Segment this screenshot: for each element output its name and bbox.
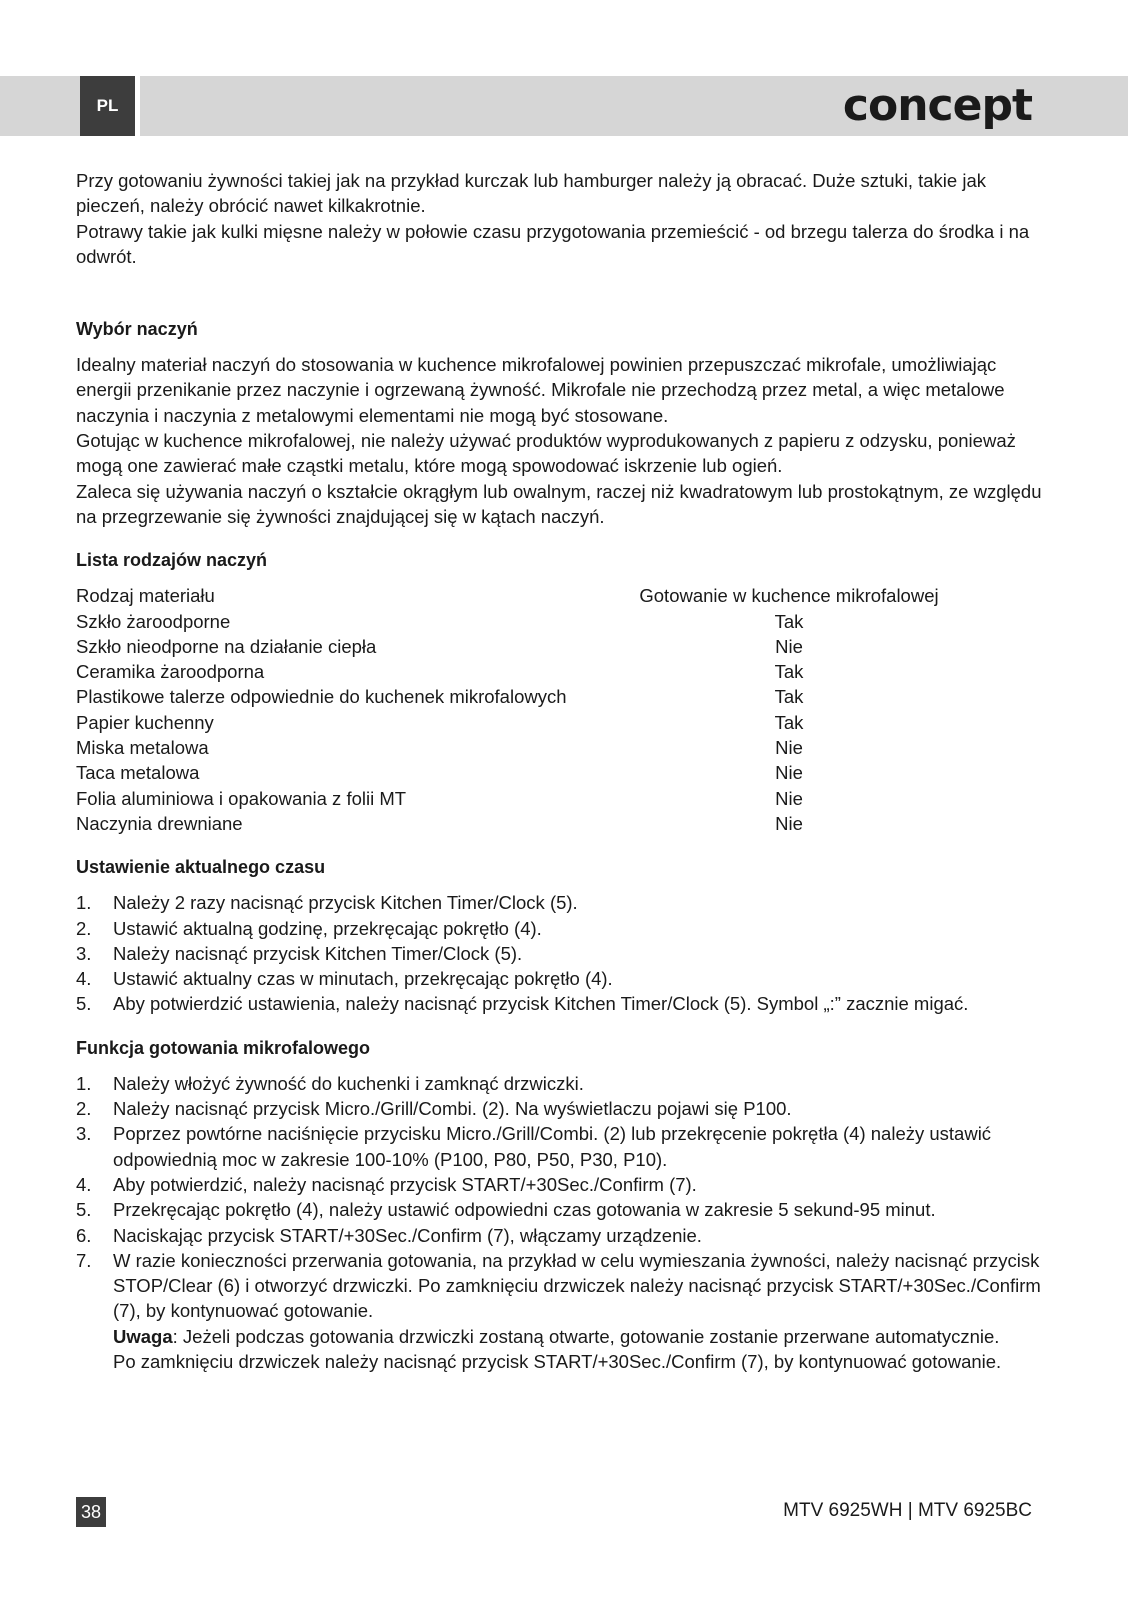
list-item xyxy=(76,916,1046,941)
page-number: 38 xyxy=(76,1497,106,1527)
section-title: Funkcja gotowania mikrofalowego xyxy=(76,1037,371,1058)
list-number: 4. xyxy=(76,968,92,990)
suitability-cell: Tak xyxy=(774,610,804,632)
table-row xyxy=(76,634,956,659)
list-item xyxy=(76,1197,1046,1222)
list-number: 5. xyxy=(76,1199,92,1221)
section-title: Lista rodzajów naczyń xyxy=(76,550,268,571)
list-item xyxy=(76,1096,1046,1121)
suitability-cell: Nie xyxy=(775,812,803,834)
clock-steps-list xyxy=(76,890,1046,1016)
material-cell: Taca metalowa xyxy=(76,762,200,784)
list-text: Należy 2 razy nacisnąć przycisk Kitchen Timer/Clock (5). xyxy=(113,892,578,914)
list-text: Należy nacisnąć przycisk Micro./Grill/Combi. (2). Na wyświetlaczu pojawi się P100. xyxy=(113,1098,792,1120)
suitability-cell: Tak xyxy=(774,686,804,708)
intro-paragraph: Potrawy takie jak kulki mięsne należy w połowie czasu przygotowania przemieścić - od brzegu talerza do środka i na odwrót. xyxy=(76,220,1030,267)
suitability-cell: Nie xyxy=(775,787,803,809)
material-cell: Naczynia drewniane xyxy=(76,812,243,834)
table-row xyxy=(76,811,956,836)
note-text: : Jeżeli podczas gotowania drzwiczki zostaną otwarte, gotowanie zostanie przerwane automatycznie. xyxy=(172,1325,1000,1347)
body-paragraph: Gotując w kuchence mikrofalowej, nie należy używać produktów wyprodukowanych z papieru z odzysku, ponieważ mogą one zawierać małe cząstki metalu, które mogą spowodować iskrzenie lub ogień. xyxy=(76,430,1016,477)
table-header-row xyxy=(76,583,956,608)
list-number: 3. xyxy=(76,1123,92,1145)
page-content xyxy=(76,168,1046,1374)
body-paragraph: Zaleca się używania naczyń o kształcie okrągłym lub owalnym, raczej niż kwadratowym lub prostokątnym, ze względu na przegrzewanie się żywności znajdującej się w kątach naczyń. xyxy=(76,480,1042,527)
suitability-cell: Tak xyxy=(774,711,804,733)
list-number: 4. xyxy=(76,1173,92,1195)
table-row xyxy=(76,760,956,785)
table-row xyxy=(76,786,956,811)
list-number: 1. xyxy=(76,1072,92,1094)
section-title: Ustawienie aktualnego czasu xyxy=(76,857,326,878)
list-text: W razie konieczności przerwania gotowania, na przykład w celu wymieszania żywności, należy nacisnąć przycisk STOP/Clear (6) i otworzyć drzwiczki. Po zamknięciu drzwiczek należy nacisnąć przycisk START/+30Sec./Confirm (7), by kontynuować gotowanie. xyxy=(113,1249,1041,1322)
list-text: Ustawić aktualną godzinę, przekręcając pokrętło (4). xyxy=(113,917,542,939)
suitability-cell: Tak xyxy=(774,661,804,683)
intro-paragraph: Przy gotowaniu żywności takiej jak na przykład kurczak lub hamburger należy ją obracać. Duże sztuki, takie jak pieczeń, należy obrócić nawet kilkakrotnie. xyxy=(76,170,986,217)
list-text: Poprzez powtórne naciśnięcie przycisku Micro./Grill/Combi. (2) lub przekręcenie pokrętła (4) należy ustawić odpowiednią moc w zakresie 100-10% (P100, P80, P50, P30, P10). xyxy=(113,1123,992,1170)
materials-table xyxy=(76,583,956,836)
list-number: 3. xyxy=(76,942,92,964)
brand-logo: concept xyxy=(842,80,1032,131)
list-text: Należy włożyć żywność do kuchenki i zamknąć drzwiczki. xyxy=(113,1072,584,1094)
material-cell: Szkło żaroodporne xyxy=(76,610,231,632)
list-text: Aby potwierdzić, należy nacisnąć przycisk START/+30Sec./Confirm (7). xyxy=(113,1173,697,1195)
table-row xyxy=(76,710,956,735)
material-cell: Papier kuchenny xyxy=(76,711,214,733)
list-text: Ustawić aktualny czas w minutach, przekręcając pokrętło (4). xyxy=(113,968,613,990)
model-number: MTV 6925WH | MTV 6925BC xyxy=(783,1500,1032,1521)
note-label: Uwaga xyxy=(113,1325,173,1347)
language-badge: PL xyxy=(80,76,140,136)
table-row xyxy=(76,659,956,684)
list-number: 6. xyxy=(76,1224,92,1246)
list-number: 1. xyxy=(76,892,92,914)
material-cell: Szkło nieodporne na działanie ciepła xyxy=(76,635,377,657)
material-cell: Plastikowe talerze odpowiednie do kuchenek mikrofalowych xyxy=(76,686,567,708)
list-item xyxy=(76,966,1046,991)
list-text: Aby potwierdzić ustawienia, należy nacisnąć przycisk Kitchen Timer/Clock (5). Symbol „:” zacznie migać. xyxy=(113,993,969,1015)
list-text: Przekręcając pokrętło (4), należy ustawić odpowiedni czas gotowania w zakresie 5 sekund-95 minut. xyxy=(113,1199,936,1221)
material-cell: Folia aluminiowa i opakowania z folii MT xyxy=(76,787,407,809)
list-text: Naciskając przycisk START/+30Sec./Confirm (7), włączamy urządzenie. xyxy=(113,1224,702,1246)
suitability-cell: Nie xyxy=(775,635,803,657)
list-item xyxy=(76,1248,1046,1374)
list-item xyxy=(76,890,1046,915)
note-continued: Po zamknięciu drzwiczek należy nacisnąć przycisk START/+30Sec./Confirm (7), by kontynuować gotowanie. xyxy=(113,1350,1002,1372)
table-row xyxy=(76,735,956,760)
list-number: 2. xyxy=(76,917,92,939)
table-row xyxy=(76,684,956,709)
note xyxy=(113,1324,1046,1349)
list-item xyxy=(76,991,1046,1016)
column-header: Gotowanie w kuchence mikrofalowej xyxy=(639,585,939,607)
material-cell: Ceramika żaroodporna xyxy=(76,661,265,683)
list-number: 5. xyxy=(76,993,92,1015)
list-number: 2. xyxy=(76,1098,92,1120)
material-cell: Miska metalowa xyxy=(76,737,209,759)
list-item xyxy=(76,941,1046,966)
table-row xyxy=(76,609,956,634)
list-number: 7. xyxy=(76,1249,92,1271)
list-item xyxy=(76,1071,1046,1096)
column-header: Rodzaj materiału xyxy=(76,585,215,607)
suitability-cell: Nie xyxy=(775,737,803,759)
list-item xyxy=(76,1121,1046,1172)
section-title: Wybór naczyń xyxy=(76,319,198,340)
microwave-steps-list xyxy=(76,1071,1046,1375)
list-item xyxy=(76,1172,1046,1197)
body-paragraph: Idealny materiał naczyń do stosowania w kuchence mikrofalowej powinien przepuszczać mikrofale, umożliwiając energii przenikanie przez naczynie i ogrzewaną żywność. Mikrofale nie przechodzą przez metal, a więc metalowe naczynia i naczynia z metalowymi elementami nie mogą być stosowane. xyxy=(76,354,1005,426)
suitability-cell: Nie xyxy=(775,762,803,784)
list-item xyxy=(76,1223,1046,1248)
list-text: Należy nacisnąć przycisk Kitchen Timer/Clock (5). xyxy=(113,942,523,964)
